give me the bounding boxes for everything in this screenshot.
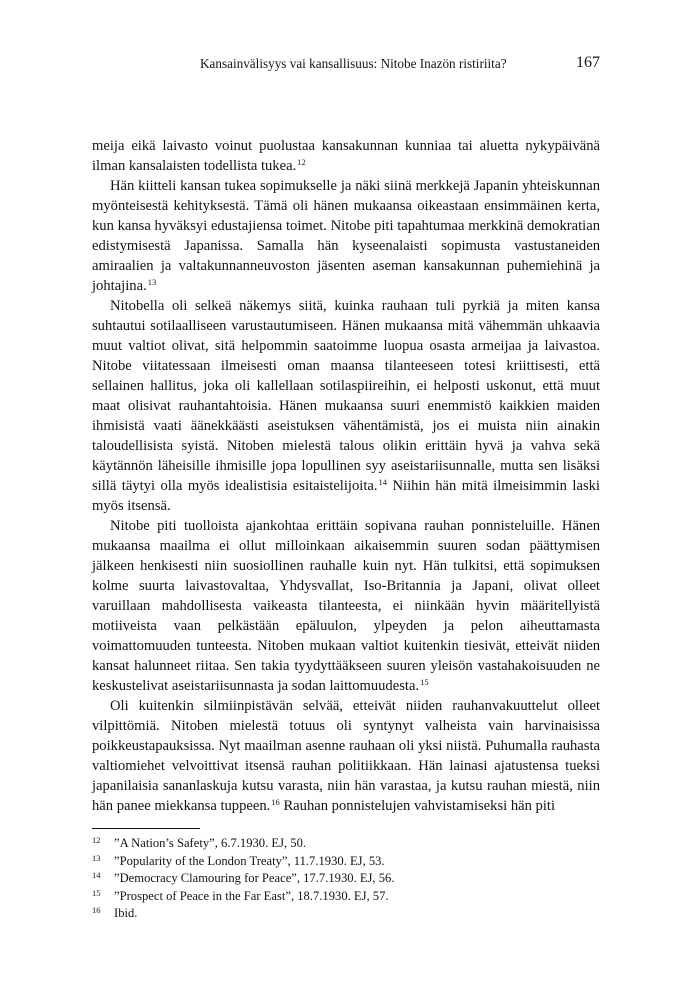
footnote — [92, 905, 600, 923]
running-head — [92, 55, 600, 73]
page-number: 167 — [576, 54, 600, 71]
footnote-text: ”A Nation’s Safety”, 6.7.1930. EJ, 50. — [114, 836, 307, 850]
paragraph-text: Niihin hän mitä ilmeisimmin laski myös itsensä. — [92, 478, 600, 514]
footnotes — [92, 835, 600, 923]
footnote-reference: 16 — [271, 797, 280, 807]
footnote-text: Ibid. — [114, 906, 138, 920]
footnote-number: 16 — [92, 905, 101, 915]
paragraph-text: Rauhan ponnistelujen vahvistamiseksi hän piti — [279, 798, 556, 814]
paragraph — [92, 296, 600, 516]
footnote — [92, 853, 600, 871]
footnote — [92, 835, 600, 853]
footnote-reference: 13 — [147, 277, 157, 287]
footnote-divider — [92, 828, 200, 829]
paragraph — [92, 136, 600, 176]
paragraph-text: Hän kiitteli kansan tukea sopimukselle ja näki siinä merkkejä Japanin yhteiskunnan myönteisestä kehityksestä. Tämä oli hänen mukaansa oikeastaan ensimmäinen kerta, kun kansa hyväksyi edustajiensa toimet. Nitobe piti tapahtumaa merkkinä demokratian edistymisestä Japanissa. Samalla hän kyseenalaisti sopimusta vastustaneiden amiraalien ja valtakunnanneuvoston jäsenten aseman kansakunnan puhemiehinä ja johtajina. — [92, 178, 600, 294]
body-text — [92, 136, 600, 816]
footnote-number: 15 — [92, 887, 101, 898]
footnote-reference: 14 — [378, 477, 388, 487]
paragraph-text: Nitobe piti tuolloista ajankohtaa erittäin sopivana rauhan ponnisteluille. Hänen mukaansa maailma ei ollut milloinkaan aikaisemmin suuren sodan päättymisen jälkeen henkisesti niin suosiollinen rauhalle kuin nyt. Hän tulkitsi, että sopimuksen kolme suurta laivastovaltaa, Yhdysvallat, Iso-Britannia ja Japani, olivat olleet varuillaan mahdollisesta vaikeasta tilanteesta, ei niinkään hyvin määritellyistä motiiveista vaan pelkästään epäluulon, ylpeyden ja pelon aiheuttamasta voimattomuuden tunteesta. Nitoben mukaan valtiot kuitenkin tiesivät, etteivät niiden kansat halunneet riitaa. Sen takia tyydyttääkseen suuren yleisön vastahakoisuuden ne keskustelivat aseistariisunnasta ja sodan laittomuudesta. — [92, 518, 600, 694]
footnote-reference: 15 — [420, 677, 429, 687]
footnote-number: 13 — [92, 852, 101, 863]
running-title: Kansainvälisyys vai kansallisuus: Nitobe Inazön ristiriita? — [200, 56, 507, 71]
footnote-text: ”Democracy Clamouring for Peace”, 17.7.1930. EJ, 56. — [114, 871, 395, 885]
footnote-number: 12 — [92, 835, 101, 845]
footnote-text: ”Prospect of Peace in the Far East”, 18.7.1930. EJ, 57. — [114, 888, 389, 903]
paragraph-text: meija eikä laivasto voinut puolustaa kansakunnan kunniaa tai aluetta nykypäivänä ilman kansalaisten todellista tukea. — [92, 138, 600, 174]
footnote-reference: 12 — [297, 157, 306, 167]
paragraph — [92, 516, 600, 696]
paragraph-text: Oli kuitenkin silmiinpistävän selvää, etteivät niiden rauhanvakuuttelut olleet vilpittömiä. Nitoben mielestä totuus oli syntynyt valheista vain harvinaisissa poikkeustapauksissa. Nyt maailman asenne rauhaan oli yksi niistä. Puhumalla rauhasta valtiomiehet velvoittivat itsensä rauhan politiikkaan. Hän lainasi ajatustensa tueksi japanilaisia sananlaskuja kutsu varasta, niin hän varastaa, ja kutsu rauhan miestä, niin hän panee miekkansa tuppeen. — [92, 698, 600, 814]
footnote-number: 14 — [92, 870, 101, 880]
footnote — [92, 888, 600, 906]
paragraph-text: Nitobella oli selkeä näkemys siitä, kuinka rauhaan tuli pyrkiä ja miten kansa suhtautui sotilaalliseen varustautumiseen. Hänen mukaansa mitä vähemmän uhkaavia muut valtiot olivat, sitä helpommin saatoimme luopua osasta armeijaa ja laivastoa. Nitobe viitatessaan ilmeisesti oman maansa tilanteeseen totesi kriittisesti, että sellainen hallitus, joka oli kallellaan sotilaspiireihin, ei helposti uskonut, että muut maat olisivat rauhantahtoisia. Hänen mukaansa suuri enemmistö kaikkien maiden ihmisistä vaati äänekkäästi aseistuksen vähentämistä, jos ei muista niin ainakin taloudellisista syistä. Nitoben mielestä talous olikin erittäin hyvä ja vahva sekä käytännön läheisille ihmisille jopa lopullinen syy aseistariisunnalle, mutta sen lisäksi sillä täytyi olla myös idealistisia esitaistelijoita. — [92, 298, 600, 494]
paragraph — [92, 176, 600, 296]
footnote — [92, 870, 600, 888]
paragraph — [92, 696, 600, 816]
footnote-text: ”Popularity of the London Treaty”, 11.7.1930. EJ, 53. — [114, 853, 385, 868]
